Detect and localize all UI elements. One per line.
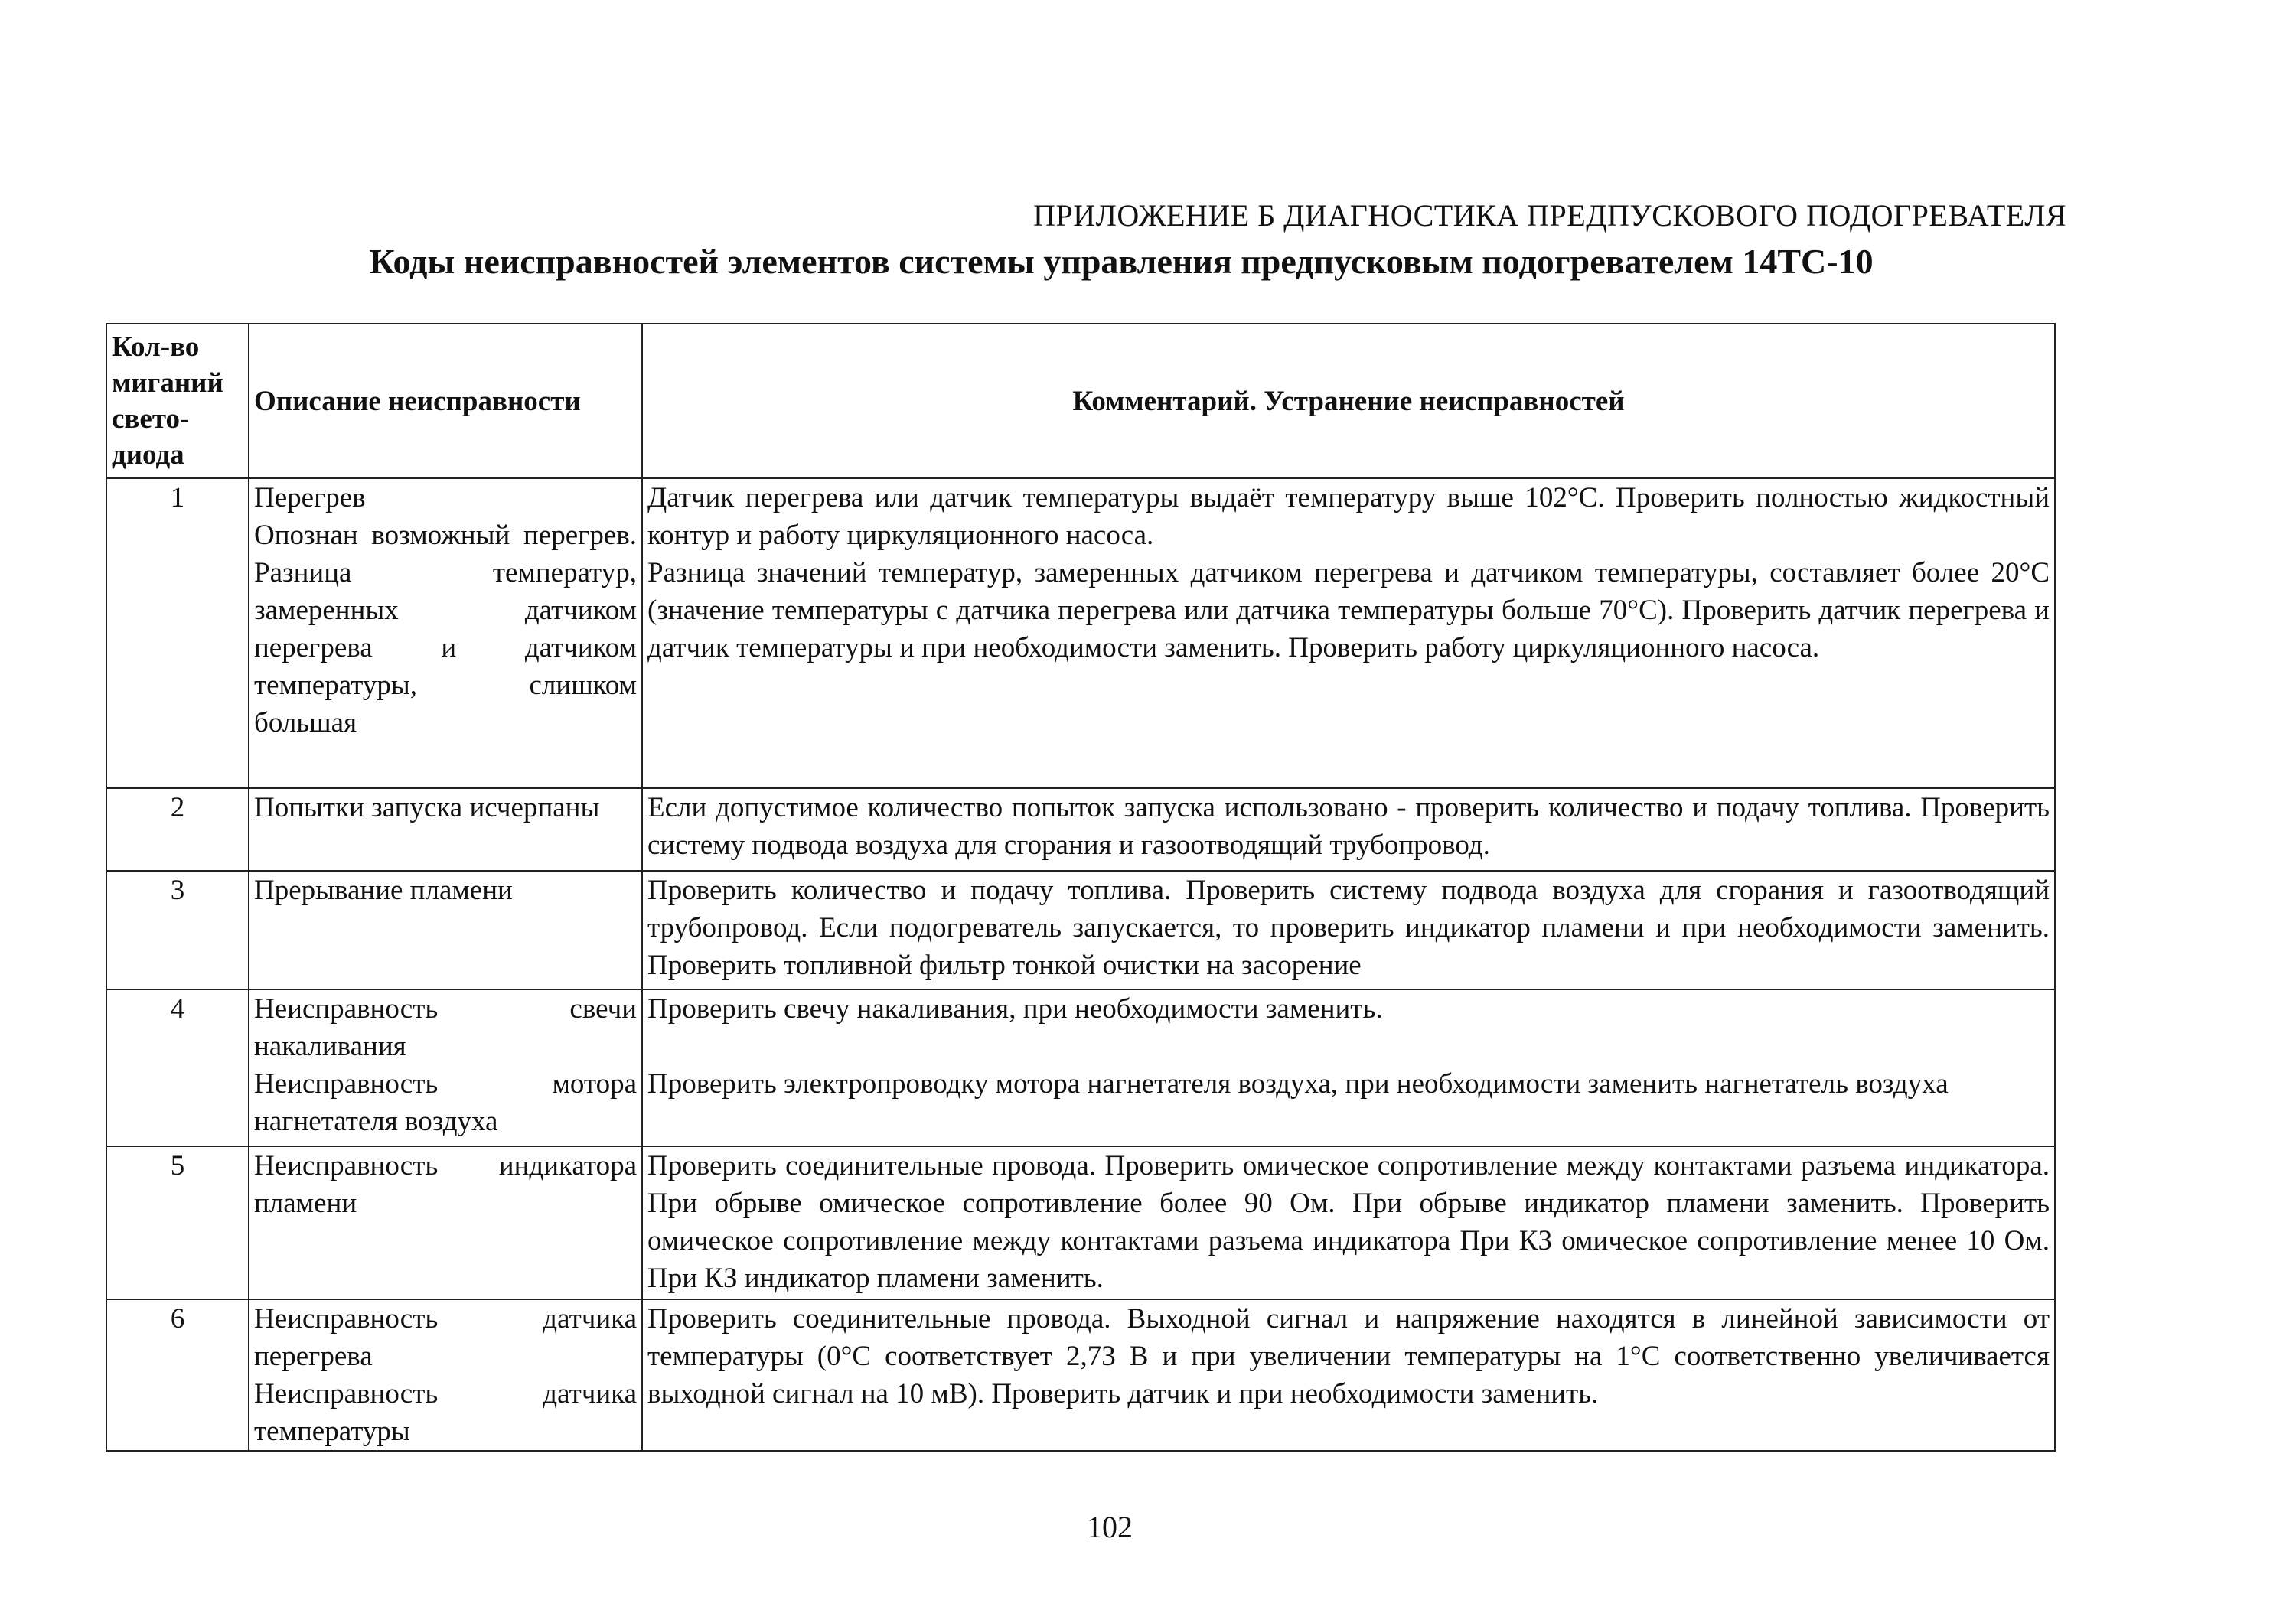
comment-paragraph: Разница значений температур, замеренных датчиком перегрева и датчиком температуры, составляет более 20°C (значение температуры с датчика перегрева или датчика температуры больше 70°C). Проверить датчик перегрева и датчик температуры и при необходимости заменить. Проверить работу циркуляционного насоса.	[647, 557, 2050, 663]
fault-name: Неисправность датчика температуры	[254, 1378, 637, 1447]
table-row	[106, 1299, 2055, 1451]
fault-description-cell	[249, 788, 642, 871]
fault-name: Перегрев	[254, 482, 366, 513]
column-header-description: Описание неисправности	[249, 324, 642, 478]
comment-paragraph: Проверить количество и подачу топлива. Проверить систему подвода воздуха для сгорания и газоотводящий трубопровод. Если подогреватель запускается, то проверить индикатор пламени и при необходимости заменить. Проверить топливной фильтр тонкой очистки на засорение	[647, 875, 2050, 981]
spacer	[647, 1028, 2050, 1065]
comment-paragraph: Если допустимое количество попыток запуска использовано - проверить количество и подачу топлива. Проверить систему подвода воздуха для сгорания и газоотводящий трубопровод.	[647, 792, 2050, 861]
column-header-comment: Комментарий. Устранение неисправностей	[642, 324, 2055, 478]
header-line: свето-	[112, 403, 190, 435]
table-row	[106, 1146, 2055, 1299]
header-line: Кол-во	[112, 331, 200, 363]
comment-paragraph: Датчик перегрева или датчик температуры выдаёт температуру выше 102°C. Проверить полностью жидкостный контур и работу циркуляционного насоса.	[647, 482, 2050, 551]
table-row	[106, 788, 2055, 871]
fault-comment-cell	[642, 989, 2055, 1146]
table-row	[106, 871, 2055, 989]
fault-name: Неисправность датчика перегрева	[254, 1303, 637, 1372]
header-line: миганий	[112, 367, 223, 399]
document-title-text: Коды неисправностей элементов системы управления предпусковым подогревателем 14ТС-10	[369, 242, 1874, 281]
blink-count-cell: 3	[106, 871, 249, 989]
fault-name: Неисправность мотора нагнетателя воздуха	[254, 1068, 637, 1137]
comment-paragraph: Проверить электропроводку мотора нагнетателя воздуха, при необходимости заменить нагнетатель воздуха	[647, 1068, 1949, 1100]
page-number: 102	[1087, 1510, 1133, 1544]
column-header-blink-count	[106, 324, 249, 478]
fault-comment-cell	[642, 1146, 2055, 1299]
comment-paragraph: Проверить свечу накаливания, при необходимости заменить.	[647, 993, 1383, 1025]
fault-name: Прерывание пламени	[254, 875, 513, 906]
fault-comment-cell	[642, 1299, 2055, 1451]
fault-description-cell	[249, 871, 642, 989]
comment-paragraph: Проверить соединительные провода. Выходной сигнал и напряжение находятся в линейной зависимости от температуры (0°C соответствует 2,73 В и при увеличении температуры на 1°C соответственно увеличивается выходной сигнал на 10 мВ). Проверить датчик и при необходимости заменить.	[647, 1303, 2050, 1410]
fault-name: Неисправность свечи накаливания	[254, 993, 637, 1062]
fault-detail: Опознан возможный перегрев. Разница температур, замеренных датчиком перегрева и датчиком температуры, слишком большая	[254, 520, 637, 738]
table-row	[106, 989, 2055, 1146]
header-line: диода	[112, 439, 184, 471]
fault-comment-cell	[642, 788, 2055, 871]
fault-name: Неисправность индикатора пламени	[254, 1150, 637, 1219]
comment-paragraph: Проверить соединительные провода. Проверить омическое сопротивление между контактами разъема индикатора. При обрыве омическое сопротивление более 90 Ом. При обрыве индикатор пламени заменить. Проверить омическое сопротивление между контактами разъема индикатора При КЗ омическое сопротивление менее 10 Ом. При КЗ индикатор пламени заменить.	[647, 1150, 2050, 1294]
blink-count-cell: 4	[106, 989, 249, 1146]
fault-description-cell	[249, 989, 642, 1146]
table-row	[106, 478, 2055, 788]
fault-description-cell	[249, 478, 642, 788]
blink-count-cell: 5	[106, 1146, 249, 1299]
fault-description-cell	[249, 1299, 642, 1451]
blink-count-cell: 1	[106, 478, 249, 788]
document-title	[0, 241, 2296, 282]
fault-comment-cell	[642, 871, 2055, 989]
fault-comment-cell	[642, 478, 2055, 788]
table-header-row	[106, 324, 2055, 478]
fault-description-cell	[249, 1146, 642, 1299]
fault-codes-table	[106, 323, 2056, 1452]
blink-count-cell: 6	[106, 1299, 249, 1451]
blink-count-cell: 2	[106, 788, 249, 871]
fault-name: Попытки запуска исчерпаны	[254, 792, 600, 823]
appendix-heading: ПРИЛОЖЕНИЕ Б ДИАГНОСТИКА ПРЕДПУСКОВОГО ПОДОГРЕВАТЕЛЯ	[1033, 198, 2066, 233]
